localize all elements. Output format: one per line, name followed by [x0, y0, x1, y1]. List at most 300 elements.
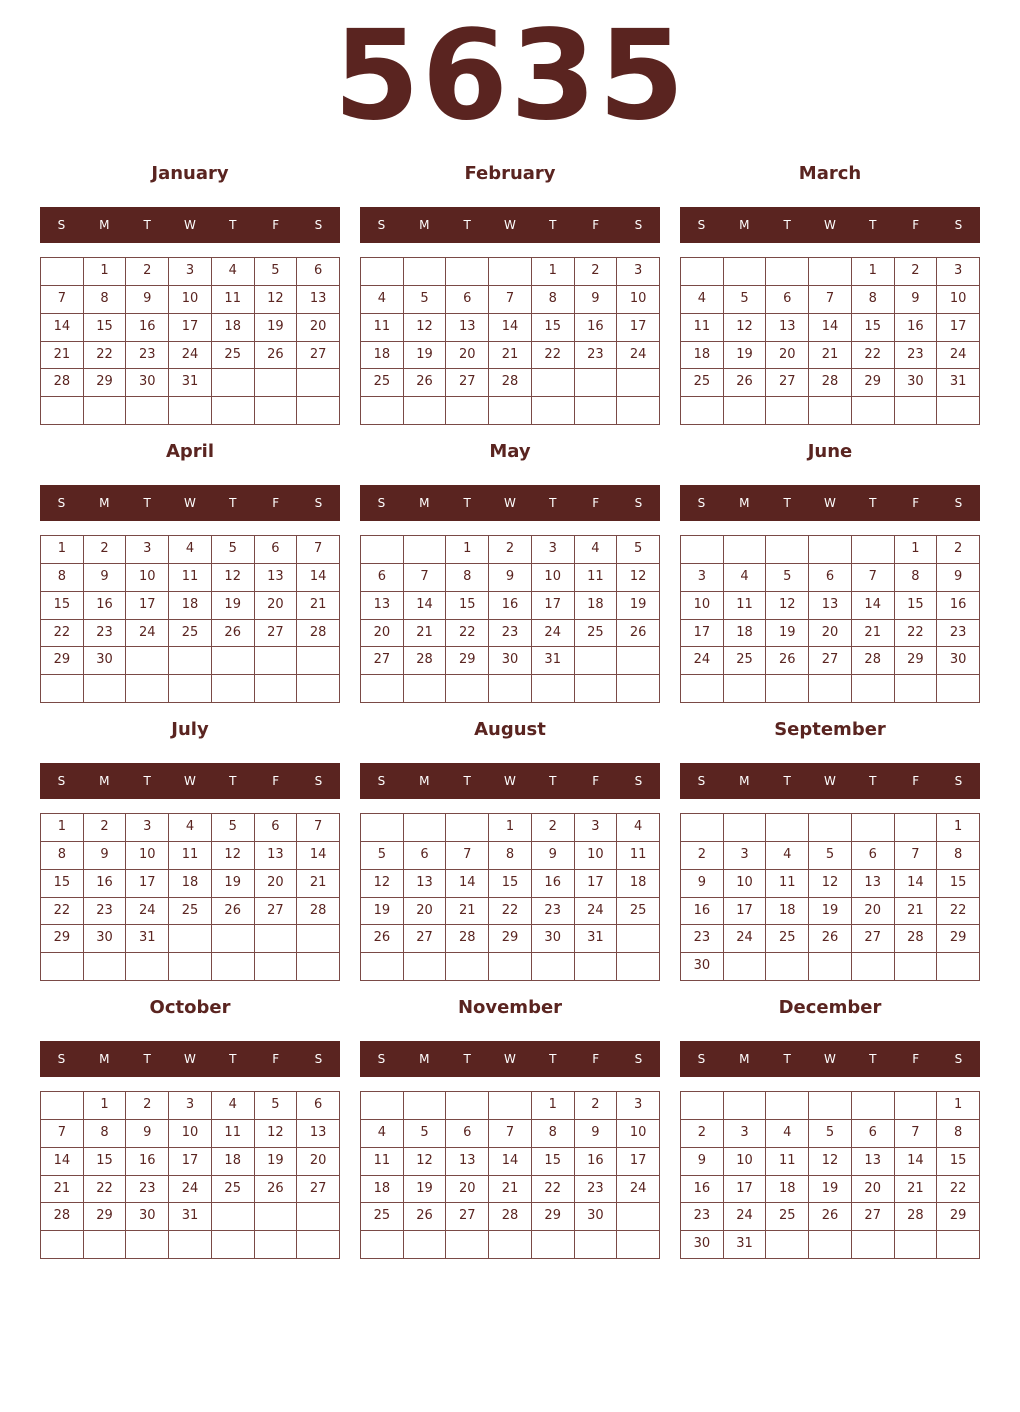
- weekday-label: T: [869, 218, 877, 232]
- day-cell: 4: [766, 842, 809, 870]
- day-cell: 3: [126, 814, 169, 842]
- empty-cell: [724, 675, 767, 703]
- month-name: May: [489, 441, 531, 462]
- day-cell: 16: [489, 592, 532, 620]
- day-cell: 7: [852, 564, 895, 592]
- day-cell: 23: [937, 620, 980, 648]
- day-cell: 15: [937, 870, 980, 898]
- day-cell: 7: [489, 1120, 532, 1148]
- empty-cell: [255, 647, 298, 675]
- day-cell: 5: [212, 536, 255, 564]
- day-cell: 18: [617, 870, 660, 898]
- day-cell: 11: [361, 314, 404, 342]
- weekday-label: W: [504, 774, 516, 788]
- day-cell: 9: [575, 1120, 618, 1148]
- day-cell: 23: [575, 342, 618, 370]
- empty-cell: [255, 369, 298, 397]
- day-cell: 1: [489, 814, 532, 842]
- empty-cell: [852, 814, 895, 842]
- day-cell: 28: [809, 369, 852, 397]
- day-cell: 24: [724, 925, 767, 953]
- day-cell: 20: [766, 342, 809, 370]
- day-cell: 5: [766, 564, 809, 592]
- weekday-label: S: [954, 774, 963, 788]
- empty-cell: [212, 1203, 255, 1231]
- empty-cell: [852, 1231, 895, 1259]
- day-cell: 7: [297, 536, 340, 564]
- day-cell: 28: [41, 369, 84, 397]
- day-cell: 21: [297, 870, 340, 898]
- day-cell: 20: [361, 620, 404, 648]
- day-cell: 28: [297, 898, 340, 926]
- day-cell: 15: [489, 870, 532, 898]
- day-cell: 26: [212, 898, 255, 926]
- day-cell: 8: [532, 1120, 575, 1148]
- empty-cell: [212, 647, 255, 675]
- day-cell: 22: [84, 1176, 127, 1204]
- day-cell: 20: [852, 898, 895, 926]
- empty-cell: [809, 1231, 852, 1259]
- empty-cell: [617, 1231, 660, 1259]
- weekday-label: W: [504, 218, 516, 232]
- day-cell: 28: [446, 925, 489, 953]
- day-cell: 12: [724, 314, 767, 342]
- weekday-label: T: [143, 218, 151, 232]
- day-grid: [680, 535, 980, 703]
- day-cell: 12: [212, 842, 255, 870]
- day-cell: 29: [446, 647, 489, 675]
- day-cell: 13: [852, 1148, 895, 1176]
- day-cell: 30: [126, 1203, 169, 1231]
- weekday-label: S: [954, 1052, 963, 1066]
- empty-cell: [126, 953, 169, 981]
- empty-cell: [681, 675, 724, 703]
- day-cell: 25: [617, 898, 660, 926]
- day-cell: 2: [489, 536, 532, 564]
- day-cell: 29: [84, 369, 127, 397]
- day-cell: 13: [404, 870, 447, 898]
- day-cell: 27: [809, 647, 852, 675]
- weekday-header: [680, 763, 980, 799]
- day-cell: 11: [169, 842, 212, 870]
- weekday-label: T: [783, 496, 791, 510]
- weekday-label: T: [229, 496, 237, 510]
- day-cell: 23: [126, 1176, 169, 1204]
- day-cell: 8: [446, 564, 489, 592]
- day-cell: 20: [297, 314, 340, 342]
- day-cell: 11: [766, 1148, 809, 1176]
- day-cell: 11: [724, 592, 767, 620]
- month-name: November: [457, 997, 563, 1018]
- day-cell: 27: [255, 620, 298, 648]
- empty-cell: [489, 1231, 532, 1259]
- weekday-header: [680, 207, 980, 243]
- day-cell: 17: [532, 592, 575, 620]
- weekday-label: S: [377, 218, 386, 232]
- weekday-label: W: [824, 496, 836, 510]
- day-cell: 23: [489, 620, 532, 648]
- month-name: October: [149, 997, 231, 1018]
- day-cell: 12: [212, 564, 255, 592]
- weekday-label: F: [592, 1052, 600, 1066]
- empty-cell: [41, 258, 84, 286]
- empty-cell: [766, 536, 809, 564]
- day-cell: 13: [446, 314, 489, 342]
- weekday-label: T: [463, 496, 471, 510]
- day-cell: 10: [169, 286, 212, 314]
- day-cell: 8: [937, 1120, 980, 1148]
- empty-cell: [361, 1231, 404, 1259]
- empty-cell: [297, 397, 340, 425]
- day-cell: 30: [895, 369, 938, 397]
- day-cell: 18: [361, 342, 404, 370]
- day-cell: 19: [255, 1148, 298, 1176]
- day-cell: 16: [575, 314, 618, 342]
- day-cell: 5: [361, 842, 404, 870]
- day-cell: 31: [937, 369, 980, 397]
- day-cell: 21: [404, 620, 447, 648]
- empty-cell: [126, 647, 169, 675]
- day-cell: 25: [212, 1176, 255, 1204]
- day-cell: 15: [446, 592, 489, 620]
- month-name: April: [165, 441, 215, 462]
- day-cell: 5: [617, 536, 660, 564]
- day-cell: 18: [212, 1148, 255, 1176]
- day-cell: 15: [852, 314, 895, 342]
- weekday-label: T: [549, 496, 557, 510]
- year-title: 5635: [333, 4, 687, 148]
- month-name: February: [464, 163, 556, 184]
- weekday-label: W: [504, 496, 516, 510]
- day-cell: 8: [489, 842, 532, 870]
- day-cell: 3: [169, 1092, 212, 1120]
- empty-cell: [489, 397, 532, 425]
- month-name: March: [798, 163, 862, 184]
- day-cell: 25: [361, 1203, 404, 1231]
- empty-cell: [404, 1231, 447, 1259]
- day-cell: 20: [852, 1176, 895, 1204]
- day-cell: 16: [84, 592, 127, 620]
- day-cell: 7: [404, 564, 447, 592]
- day-cell: 9: [489, 564, 532, 592]
- empty-cell: [681, 258, 724, 286]
- day-cell: 31: [532, 647, 575, 675]
- empty-cell: [446, 258, 489, 286]
- day-cell: 11: [212, 1120, 255, 1148]
- day-cell: 5: [404, 1120, 447, 1148]
- empty-cell: [766, 814, 809, 842]
- empty-cell: [809, 536, 852, 564]
- empty-cell: [404, 258, 447, 286]
- empty-cell: [766, 953, 809, 981]
- weekday-header: [40, 207, 340, 243]
- day-cell: 1: [84, 1092, 127, 1120]
- weekday-label: T: [463, 218, 471, 232]
- day-cell: 12: [404, 314, 447, 342]
- day-cell: 23: [532, 898, 575, 926]
- day-cell: 29: [937, 925, 980, 953]
- day-cell: 4: [169, 814, 212, 842]
- empty-cell: [212, 925, 255, 953]
- day-cell: 4: [575, 536, 618, 564]
- day-cell: 14: [404, 592, 447, 620]
- empty-cell: [361, 675, 404, 703]
- weekday-label: S: [697, 496, 706, 510]
- weekday-header: [360, 1041, 660, 1077]
- day-cell: 12: [617, 564, 660, 592]
- weekday-label: M: [419, 1052, 430, 1066]
- day-cell: 11: [617, 842, 660, 870]
- day-grid: [680, 257, 980, 425]
- empty-cell: [41, 1231, 84, 1259]
- day-cell: 25: [361, 369, 404, 397]
- empty-cell: [489, 953, 532, 981]
- weekday-label: S: [697, 218, 706, 232]
- day-cell: 21: [852, 620, 895, 648]
- day-cell: 10: [937, 286, 980, 314]
- day-cell: 14: [489, 1148, 532, 1176]
- day-cell: 1: [41, 814, 84, 842]
- day-cell: 21: [41, 1176, 84, 1204]
- day-cell: 6: [852, 842, 895, 870]
- day-cell: 20: [404, 898, 447, 926]
- empty-cell: [212, 953, 255, 981]
- day-grid: [360, 1091, 660, 1259]
- weekday-label: S: [954, 218, 963, 232]
- empty-cell: [297, 1231, 340, 1259]
- empty-cell: [937, 953, 980, 981]
- day-cell: 16: [126, 1148, 169, 1176]
- day-cell: 26: [255, 342, 298, 370]
- day-cell: 6: [255, 536, 298, 564]
- empty-cell: [809, 675, 852, 703]
- day-cell: 18: [766, 898, 809, 926]
- day-cell: 1: [446, 536, 489, 564]
- day-cell: 27: [404, 925, 447, 953]
- weekday-label: T: [229, 1052, 237, 1066]
- weekday-header: [40, 485, 340, 521]
- day-cell: 13: [297, 286, 340, 314]
- day-cell: 14: [446, 870, 489, 898]
- day-cell: 31: [169, 1203, 212, 1231]
- empty-cell: [361, 1092, 404, 1120]
- day-cell: 4: [681, 286, 724, 314]
- day-cell: 16: [575, 1148, 618, 1176]
- empty-cell: [404, 536, 447, 564]
- empty-cell: [895, 1092, 938, 1120]
- day-cell: 15: [895, 592, 938, 620]
- day-cell: 16: [532, 870, 575, 898]
- day-cell: 27: [446, 1203, 489, 1231]
- day-cell: 1: [937, 1092, 980, 1120]
- day-cell: 3: [937, 258, 980, 286]
- weekday-label: T: [143, 774, 151, 788]
- empty-cell: [617, 953, 660, 981]
- month-name: September: [774, 719, 886, 740]
- day-cell: 1: [895, 536, 938, 564]
- empty-cell: [809, 258, 852, 286]
- day-cell: 23: [681, 925, 724, 953]
- empty-cell: [766, 675, 809, 703]
- empty-cell: [84, 953, 127, 981]
- empty-cell: [724, 1092, 767, 1120]
- empty-cell: [575, 397, 618, 425]
- empty-cell: [575, 369, 618, 397]
- day-cell: 12: [404, 1148, 447, 1176]
- day-cell: 30: [489, 647, 532, 675]
- day-cell: 9: [126, 286, 169, 314]
- weekday-label: W: [824, 218, 836, 232]
- day-cell: 14: [809, 314, 852, 342]
- empty-cell: [404, 953, 447, 981]
- day-cell: 29: [489, 925, 532, 953]
- empty-cell: [532, 675, 575, 703]
- day-cell: 18: [212, 314, 255, 342]
- weekday-label: F: [912, 1052, 920, 1066]
- day-cell: 13: [297, 1120, 340, 1148]
- weekday-label: F: [592, 218, 600, 232]
- empty-cell: [404, 675, 447, 703]
- day-cell: 5: [255, 1092, 298, 1120]
- weekday-header: [360, 763, 660, 799]
- empty-cell: [361, 814, 404, 842]
- weekday-label: T: [229, 218, 237, 232]
- day-cell: 13: [766, 314, 809, 342]
- day-cell: 14: [489, 314, 532, 342]
- day-cell: 8: [937, 842, 980, 870]
- day-cell: 10: [681, 592, 724, 620]
- day-cell: 9: [532, 842, 575, 870]
- empty-cell: [617, 397, 660, 425]
- weekday-label: F: [912, 774, 920, 788]
- day-cell: 3: [724, 1120, 767, 1148]
- empty-cell: [766, 397, 809, 425]
- empty-cell: [489, 1092, 532, 1120]
- day-cell: 10: [617, 286, 660, 314]
- day-cell: 9: [575, 286, 618, 314]
- day-cell: 7: [297, 814, 340, 842]
- empty-cell: [297, 369, 340, 397]
- day-cell: 13: [255, 564, 298, 592]
- weekday-header: [40, 1041, 340, 1077]
- day-cell: 19: [724, 342, 767, 370]
- weekday-label: F: [272, 774, 280, 788]
- day-cell: 13: [852, 870, 895, 898]
- day-cell: 24: [681, 647, 724, 675]
- day-cell: 27: [297, 342, 340, 370]
- month-name: December: [778, 997, 882, 1018]
- day-cell: 11: [361, 1148, 404, 1176]
- day-cell: 17: [617, 314, 660, 342]
- day-cell: 9: [895, 286, 938, 314]
- day-cell: 27: [446, 369, 489, 397]
- day-cell: 30: [126, 369, 169, 397]
- day-cell: 27: [255, 898, 298, 926]
- weekday-label: F: [912, 218, 920, 232]
- day-cell: 21: [41, 342, 84, 370]
- day-cell: 25: [724, 647, 767, 675]
- month-name: July: [171, 719, 209, 740]
- day-cell: 5: [809, 1120, 852, 1148]
- empty-cell: [361, 397, 404, 425]
- day-cell: 5: [212, 814, 255, 842]
- empty-cell: [575, 647, 618, 675]
- day-cell: 11: [212, 286, 255, 314]
- day-cell: 6: [404, 842, 447, 870]
- empty-cell: [895, 1231, 938, 1259]
- weekday-label: F: [272, 1052, 280, 1066]
- day-cell: 22: [895, 620, 938, 648]
- empty-cell: [852, 536, 895, 564]
- day-cell: 10: [126, 842, 169, 870]
- day-cell: 28: [895, 1203, 938, 1231]
- empty-cell: [809, 953, 852, 981]
- day-cell: 28: [489, 1203, 532, 1231]
- day-cell: 24: [575, 898, 618, 926]
- day-cell: 16: [681, 898, 724, 926]
- day-cell: 19: [809, 1176, 852, 1204]
- empty-cell: [404, 1092, 447, 1120]
- day-cell: 21: [895, 898, 938, 926]
- day-cell: 7: [895, 1120, 938, 1148]
- weekday-label: M: [739, 774, 750, 788]
- empty-cell: [852, 953, 895, 981]
- day-cell: 22: [84, 342, 127, 370]
- weekday-label: S: [57, 1052, 66, 1066]
- empty-cell: [852, 397, 895, 425]
- day-cell: 9: [84, 564, 127, 592]
- day-cell: 1: [532, 258, 575, 286]
- empty-cell: [575, 953, 618, 981]
- day-cell: 12: [809, 1148, 852, 1176]
- day-cell: 3: [617, 258, 660, 286]
- day-cell: 9: [84, 842, 127, 870]
- empty-cell: [617, 647, 660, 675]
- empty-cell: [937, 675, 980, 703]
- empty-cell: [41, 953, 84, 981]
- day-cell: 19: [404, 342, 447, 370]
- day-cell: 19: [404, 1176, 447, 1204]
- empty-cell: [169, 675, 212, 703]
- day-cell: 31: [126, 925, 169, 953]
- weekday-label: M: [419, 774, 430, 788]
- empty-cell: [575, 1231, 618, 1259]
- month-name: August: [474, 719, 546, 740]
- day-cell: 18: [169, 592, 212, 620]
- weekday-header: [680, 1041, 980, 1077]
- day-cell: 3: [681, 564, 724, 592]
- day-cell: 10: [169, 1120, 212, 1148]
- day-cell: 22: [489, 898, 532, 926]
- empty-cell: [361, 536, 404, 564]
- empty-cell: [724, 397, 767, 425]
- day-cell: 3: [126, 536, 169, 564]
- weekday-label: S: [314, 1052, 323, 1066]
- weekday-label: W: [504, 1052, 516, 1066]
- day-cell: 4: [361, 1120, 404, 1148]
- day-cell: 6: [255, 814, 298, 842]
- day-cell: 11: [681, 314, 724, 342]
- weekday-label: T: [783, 218, 791, 232]
- day-cell: 14: [41, 1148, 84, 1176]
- weekday-label: S: [314, 774, 323, 788]
- day-cell: 18: [681, 342, 724, 370]
- day-cell: 3: [532, 536, 575, 564]
- day-cell: 14: [895, 870, 938, 898]
- weekday-label: M: [739, 496, 750, 510]
- day-cell: 17: [937, 314, 980, 342]
- day-cell: 11: [169, 564, 212, 592]
